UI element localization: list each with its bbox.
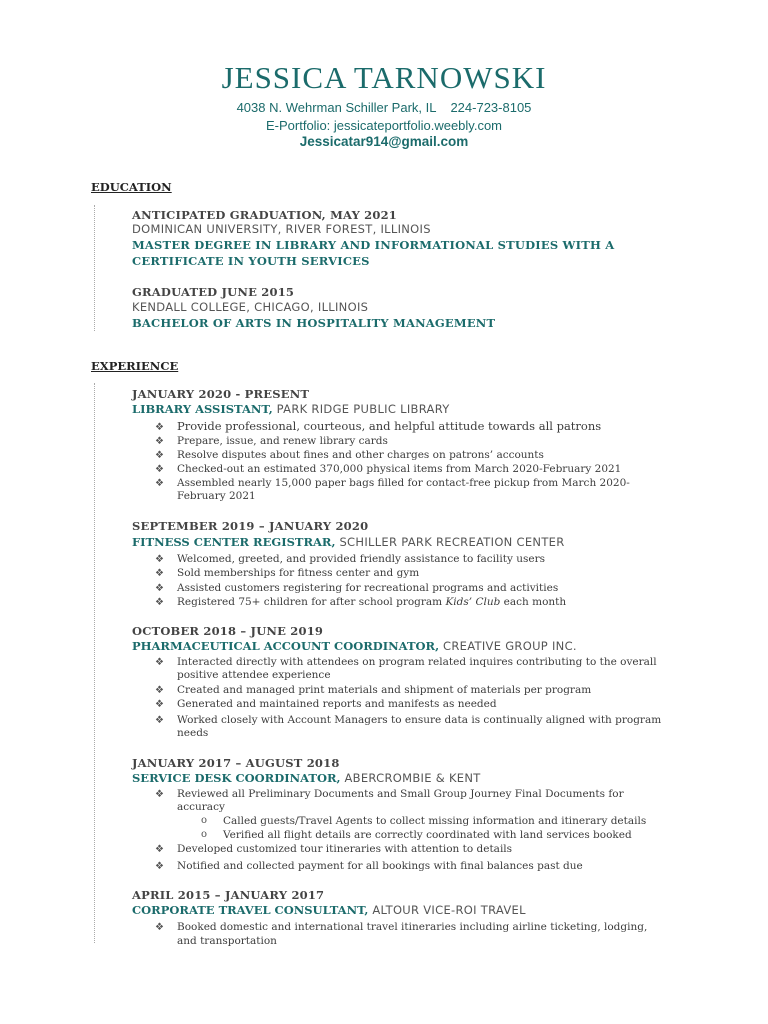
job-title-line	[132, 535, 565, 549]
job-bullet: Generated and maintained reports and manifests as needed	[177, 698, 497, 710]
bullet-icon: ❖	[155, 789, 164, 800]
sub-bullet-icon: o	[201, 829, 208, 840]
job-date: SEPTEMBER 2019 – JANUARY 2020	[132, 519, 369, 533]
job-bullet: Interacted directly with attendees on program related inquires contributing to the overall	[177, 656, 657, 668]
education-date: GRADUATED JUNE 2015	[132, 285, 295, 299]
job-employer: PARK RIDGE PUBLIC LIBRARY	[272, 402, 450, 416]
job-bullet: Notified and collected payment for all bookings with final balances past due	[177, 860, 583, 872]
bullet-icon: ❖	[155, 568, 164, 579]
job-employer: CREATIVE GROUP INC.	[439, 639, 577, 653]
job-bullet-continuation: and transportation	[177, 935, 277, 947]
bullet-icon: ❖	[155, 554, 164, 565]
job-title-line	[132, 903, 526, 917]
job-bullet: Resolve disputes about fines and other charges on patrons’ accounts	[177, 449, 544, 461]
job-bullet: Booked domestic and international travel itineraries including airline ticketing, lodging,	[177, 921, 648, 933]
program-name: Kids’ Club	[445, 596, 501, 608]
job-bullet: Reviewed all Preliminary Documents and Small Group Journey Final Documents for	[177, 788, 624, 800]
bullet-icon: ❖	[155, 597, 164, 608]
bullet-icon: ❖	[155, 657, 164, 668]
job-bullet: Sold memberships for fitness center and gym	[177, 567, 420, 579]
job-employer: ABERCROMBIE & KENT	[340, 771, 481, 785]
education-degree: MASTER DEGREE IN LIBRARY AND INFORMATIONAL STUDIES WITH A	[132, 238, 615, 252]
job-bullet-continuation: needs	[177, 727, 209, 739]
bullet-icon: ❖	[155, 583, 164, 594]
job-title: FITNESS CENTER REGISTRAR,	[132, 535, 336, 549]
portfolio-link[interactable]: E-Portfolio: jessicateportfolio.weebly.com	[265, 118, 503, 133]
job-title: LIBRARY ASSISTANT,	[132, 402, 273, 416]
education-degree: BACHELOR OF ARTS IN HOSPITALITY MANAGEMENT	[132, 316, 496, 330]
job-bullet: Created and managed print materials and shipment of materials per program	[177, 684, 592, 696]
email-link[interactable]: Jessicatar914@gmail.com	[299, 134, 469, 149]
bullet-icon: ❖	[155, 450, 164, 461]
job-title-line	[132, 639, 577, 653]
education-heading: EDUCATION	[91, 180, 172, 194]
experience-heading: EXPERIENCE	[91, 359, 179, 373]
job-title: CORPORATE TRAVEL CONSULTANT,	[132, 903, 369, 917]
job-bullet: Registered 75+ children for after school program Kids’ Club each month	[177, 596, 567, 608]
job-title: PHARMACEUTICAL ACCOUNT COORDINATOR,	[132, 639, 440, 653]
job-date: OCTOBER 2018 – JUNE 2019	[132, 624, 324, 638]
job-sub-bullet: Verified all flight details are correctly coordinated with land services booked	[223, 829, 632, 841]
job-bullet: Worked closely with Account Managers to ensure data is continually aligned with program	[177, 714, 662, 726]
bullet-icon: ❖	[155, 922, 164, 933]
job-bullet: Assembled nearly 15,000 paper bags filled for contact-free pickup from March 2020-	[177, 477, 630, 489]
bullet-icon: ❖	[155, 478, 164, 489]
education-school: KENDALL COLLEGE, CHICAGO, ILLINOIS	[132, 300, 369, 314]
bullet-icon: ❖	[155, 685, 164, 696]
job-employer: ALTOUR VICE-ROI TRAVEL	[368, 903, 526, 917]
job-bullet: Developed customized tour itineraries with attention to details	[177, 843, 513, 855]
education-date: ANTICIPATED GRADUATION, MAY 2021	[132, 208, 397, 222]
job-title-line	[132, 771, 481, 785]
bullet-icon: ❖	[155, 715, 164, 726]
job-title: SERVICE DESK COORDINATOR,	[132, 771, 341, 785]
job-date: APRIL 2015 – JANUARY 2017	[132, 888, 325, 902]
job-bullet: Prepare, issue, and renew library cards	[177, 435, 388, 447]
job-bullet-continuation: February 2021	[177, 490, 256, 502]
education-divider	[94, 205, 95, 331]
address-phone: 4038 N. Wehrman Schiller Park, IL 224-723-8105	[236, 100, 532, 115]
education-school: DOMINICAN UNIVERSITY, RIVER FOREST, ILLINOIS	[132, 222, 431, 236]
job-bullet-continuation: accuracy	[177, 801, 225, 813]
bullet-icon: ❖	[155, 861, 164, 872]
education-degree: CERTIFICATE IN YOUTH SERVICES	[132, 254, 370, 268]
job-bullet: Assisted customers registering for recreational programs and activities	[177, 582, 559, 594]
job-bullet: Checked-out an estimated 370,000 physical items from March 2020-February 2021	[177, 463, 622, 475]
job-date: JANUARY 2017 – AUGUST 2018	[132, 756, 340, 770]
job-employer: SCHILLER PARK RECREATION CENTER	[335, 535, 565, 549]
resume-name: JESSICA TARNOWSKI	[221, 60, 547, 95]
experience-divider	[94, 383, 95, 943]
bullet-icon: ❖	[155, 844, 164, 855]
sub-bullet-icon: o	[201, 815, 208, 826]
bullet-icon: ❖	[155, 699, 164, 710]
job-bullet: Provide professional, courteous, and helpful attitude towards all patrons	[177, 419, 602, 433]
job-title-line	[132, 402, 450, 416]
job-date: JANUARY 2020 - PRESENT	[132, 387, 310, 401]
bullet-icon: ❖	[155, 436, 164, 447]
job-bullet-continuation: positive attendee experience	[177, 669, 331, 681]
bullet-icon: ❖	[155, 464, 164, 475]
job-bullet: Welcomed, greeted, and provided friendly assistance to facility users	[177, 553, 545, 565]
job-sub-bullet: Called guests/Travel Agents to collect missing information and itinerary details	[223, 815, 647, 827]
bullet-icon: ❖	[155, 422, 164, 433]
